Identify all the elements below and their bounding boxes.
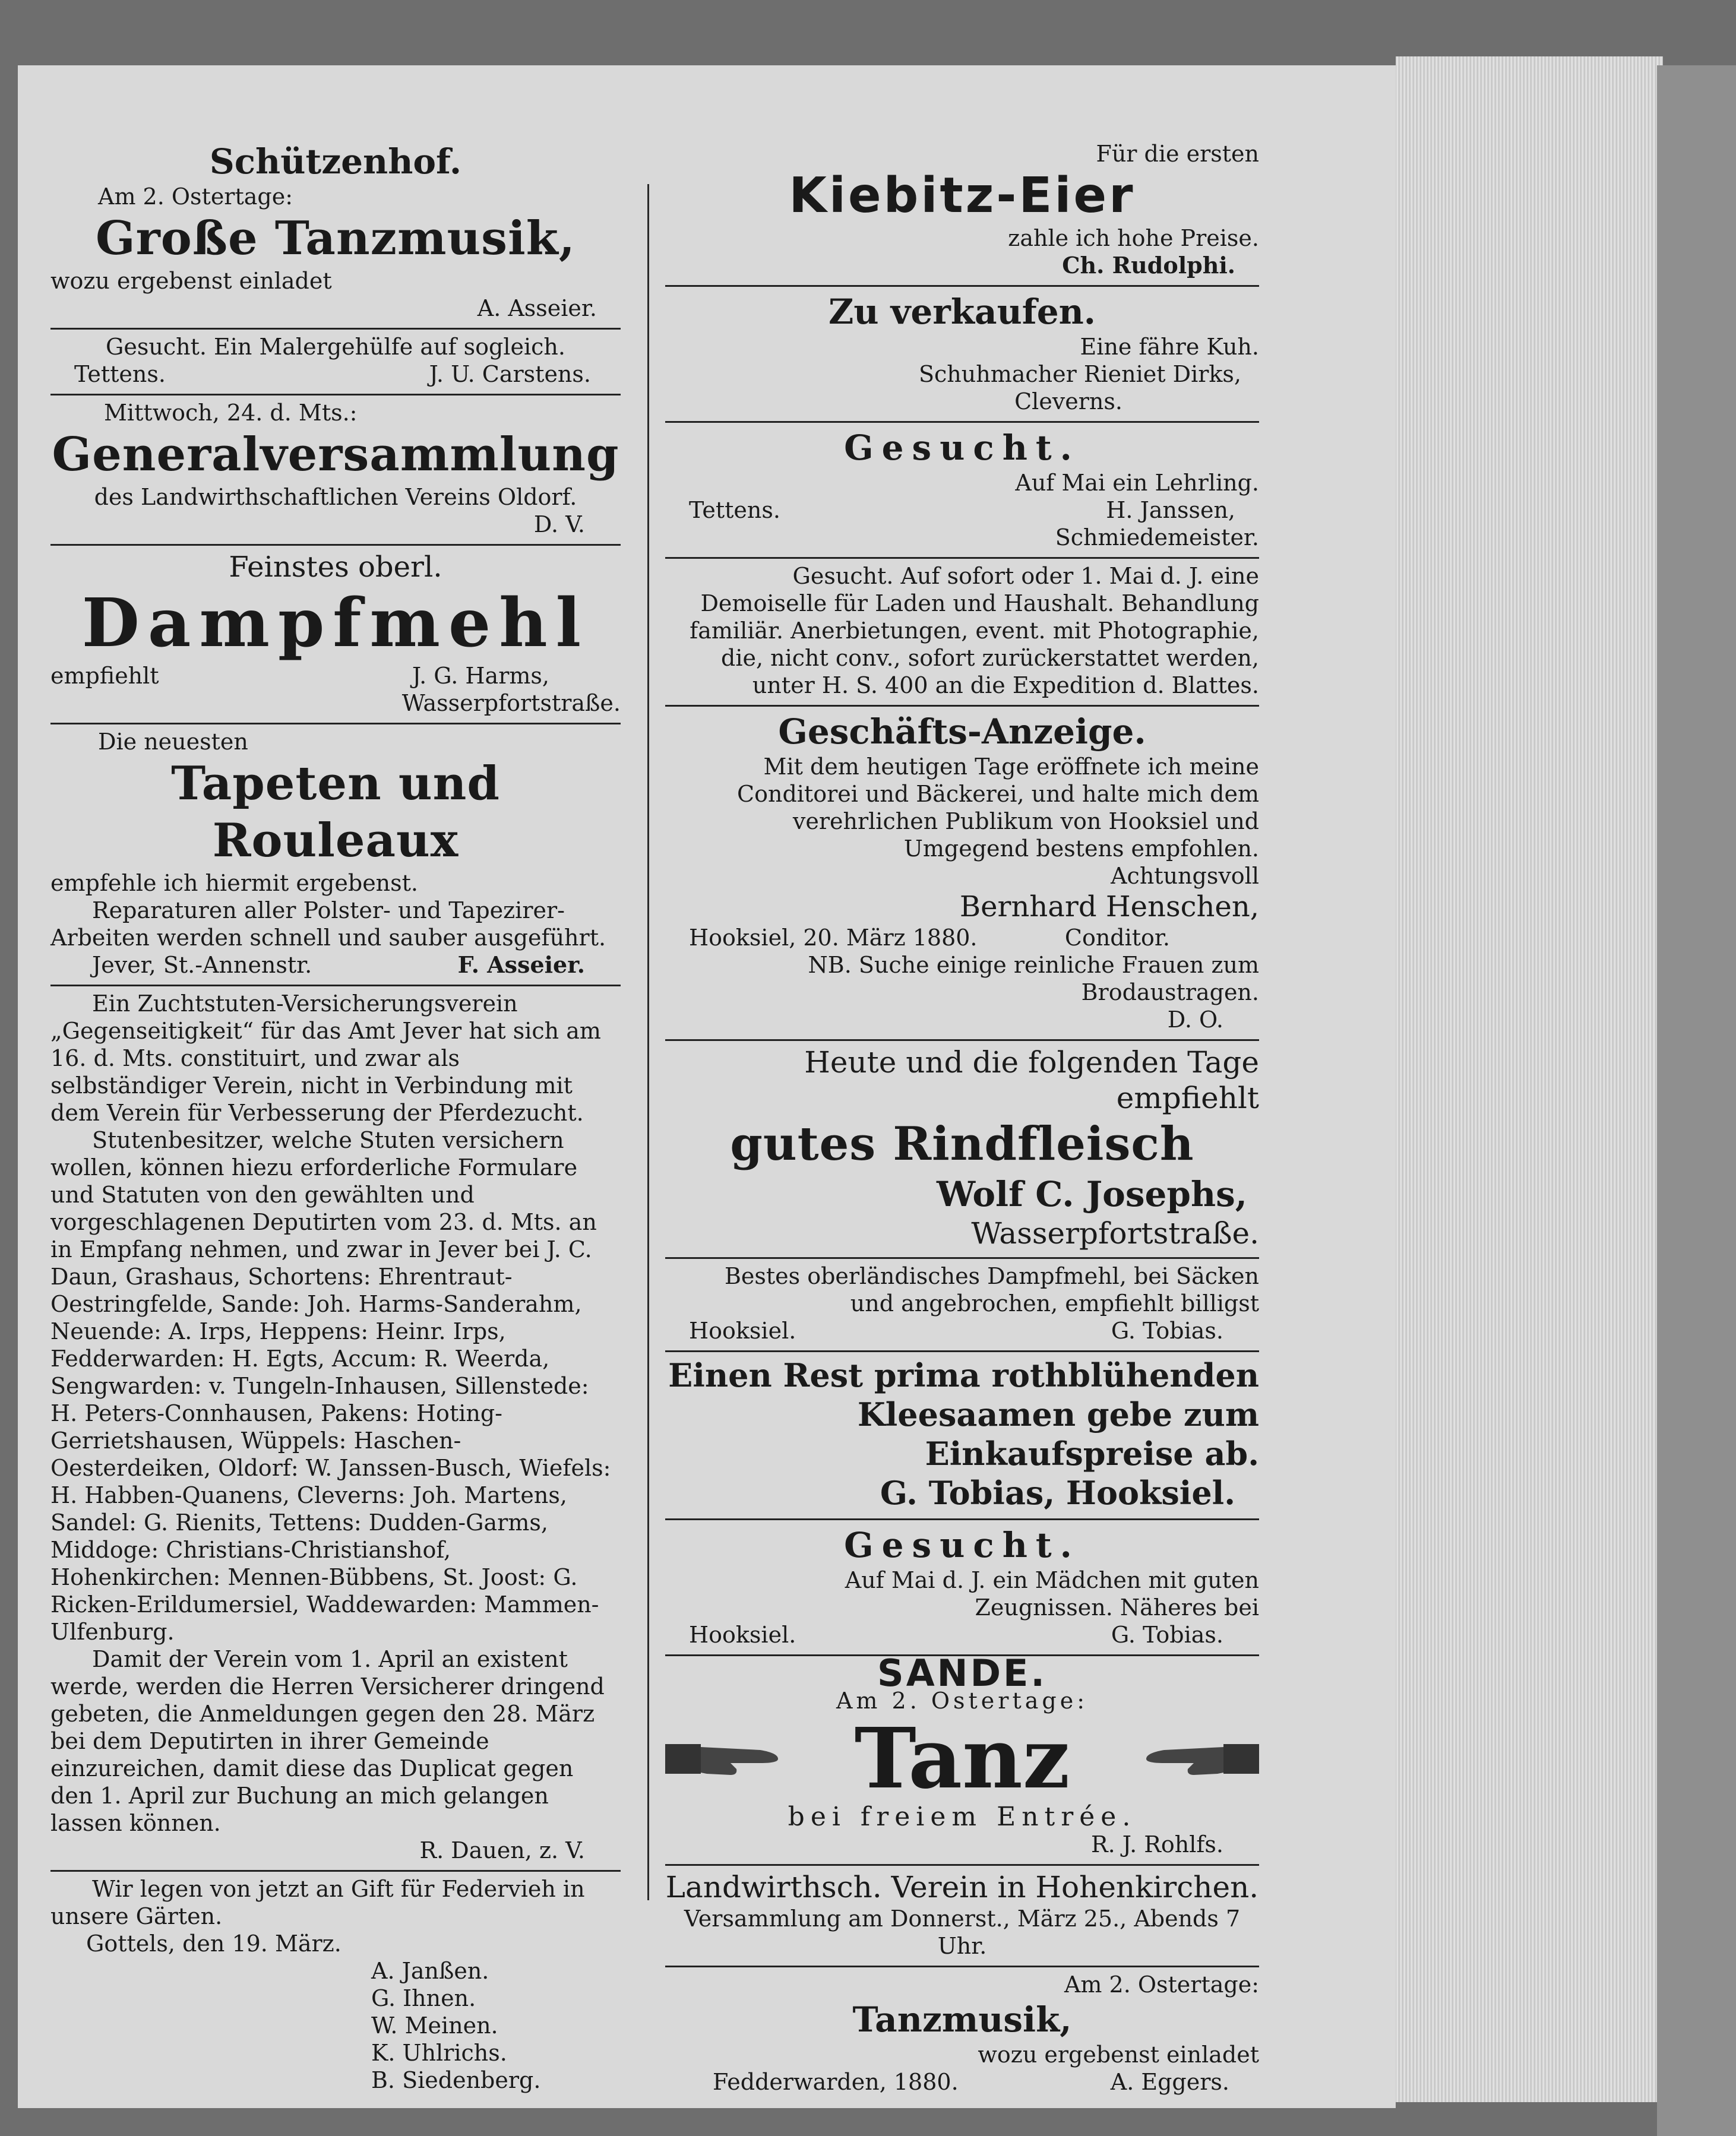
- ad-kiebitz: [665, 137, 1259, 287]
- ad-text: empfehle ich hiermit ergebenst.: [50, 870, 419, 896]
- ad-text: Heute und die folgenden Tage empfiehlt: [804, 1045, 1259, 1115]
- ad-tapeten: [50, 724, 621, 986]
- ad-regards: Achtungsvoll: [1111, 863, 1259, 889]
- ad-kleesaamen: [665, 1352, 1259, 1520]
- ad-subtitle: Für die ersten: [1096, 141, 1259, 167]
- signatory: G. Ihnen.: [371, 1985, 476, 2011]
- ad-text: Reparaturen aller Polster- und Tapezirer-Arbeiten werden schnell und sauber ausgeführt.: [50, 897, 606, 951]
- ad-subtitle: Feinstes oberl.: [229, 550, 442, 584]
- ad-eggers: [665, 1967, 1259, 2102]
- ad-headline: gutes Rindfleisch: [730, 1117, 1194, 1171]
- ad-headline: Tanz: [854, 1710, 1070, 1808]
- column-divider: [647, 184, 649, 1900]
- book-cover-edge: [1657, 65, 1736, 2136]
- ad-text: Auf Mai ein Lehrling.: [1015, 470, 1259, 496]
- ad-date: Am 2. Ostertage:: [98, 183, 293, 210]
- ad-headline: Tapeten und Rouleaux: [171, 757, 500, 868]
- ad-lehrling: [665, 423, 1259, 559]
- ad-text: Versammlung am Donnerst., März 25., Abends 7 Uhr.: [684, 1906, 1241, 1959]
- ad-sande: [665, 1651, 1259, 1866]
- ad-signature: Schuhmacher Rieniet Dirks,: [918, 361, 1241, 387]
- signatory: A. Janßen.: [371, 1958, 489, 1984]
- ad-text: Gesucht. Auf sofort oder 1. Mai d. J. eine Demoiselle für Laden und Haushalt. Behandlung familiär. Anerbietungen, event. mit Photographie, die, nicht conv., sofort zurückerstattet werden, unter H. S. 400 an die Expedition d. Blattes.: [690, 563, 1259, 698]
- ad-headline: Gesucht.: [844, 1525, 1080, 1565]
- ad-place-date: Fedderwarden, 1880.: [713, 2069, 959, 2095]
- right-column: [665, 137, 1259, 2102]
- ad-headline: Große Tanzmusik,: [96, 211, 575, 265]
- ad-schuetzenhof: [50, 137, 621, 330]
- left-column: [50, 137, 621, 2100]
- ad-place: Hooksiel.: [689, 1318, 796, 1344]
- ad-text: Einen Rest prima rothblühenden Kleesaamen gebe zum Einkaufspreise ab.: [668, 1356, 1259, 1473]
- ad-initials: D. O.: [1167, 1007, 1223, 1033]
- ad-headline: Geschäfts-Anzeige.: [778, 711, 1146, 752]
- ad-generalversammlung: [50, 395, 621, 546]
- ad-place: Tettens.: [689, 497, 780, 523]
- ad-place: Hooksiel.: [689, 1622, 796, 1648]
- ad-dampfmehl: [50, 546, 621, 724]
- ad-signature: A. Asseier.: [477, 295, 597, 321]
- ad-zuchtstuten: [50, 986, 621, 1872]
- ad-demoiselle: [665, 559, 1259, 707]
- ad-signature: Bernhard Henschen,: [959, 890, 1259, 923]
- ad-paragraph: Ein Zuchtstuten-Versicherungsverein „Gegenseitigkeit“ für das Amt Jever hat sich am 16. d. Mts. constituirt, und zwar als selbständiger Verein, nicht in Verbindung mit dem Verein für Verbesserung der Pferdezucht.: [50, 991, 601, 1126]
- ad-rindfleisch: [665, 1041, 1259, 1259]
- ad-text: des Landwirthschaftlichen Vereins Oldorf.: [94, 484, 577, 510]
- ad-text: Wir legen von jetzt an Gift für Federvieh in unsere Gärten.: [50, 1876, 585, 1929]
- ad-text: empfiehlt: [50, 663, 159, 689]
- ad-note: NB. Suche einige reinliche Frauen zum Brodaustragen.: [808, 952, 1259, 1005]
- ad-signature: R. Dauen, z. V.: [419, 1837, 585, 1863]
- ad-date: Am 2. Ostertage:: [1064, 1972, 1259, 1998]
- ad-hohenkirchen: [665, 1866, 1259, 1967]
- ad-text: wozu ergebenst einladet: [50, 268, 332, 294]
- ad-place: Jever, St.-Annenstr.: [92, 952, 312, 978]
- ad-signature: H. Janssen,: [1106, 497, 1235, 523]
- ad-signature: J. G. Harms,: [412, 663, 549, 689]
- ad-signature: A. Eggers.: [1110, 2069, 1229, 2095]
- ad-headline: Landwirthsch. Verein in Hohenkirchen.: [665, 1870, 1259, 1904]
- ad-signature: G. Tobias.: [1111, 1318, 1223, 1344]
- ad-street: Wasserpfortstraße.: [401, 690, 621, 716]
- ad-place-date: Hooksiel, 20. März 1880.: [689, 925, 978, 951]
- ad-gesucht-maedchen: [665, 1520, 1259, 1656]
- ad-signature: Ch. Rudolphi.: [1062, 252, 1235, 279]
- ad-text: Auf Mai d. J. ein Mädchen mit guten Zeugnissen. Näheres bei: [845, 1567, 1259, 1621]
- ad-trade: Schmiedemeister.: [1055, 524, 1259, 550]
- ad-headline: Zu verkaufen.: [828, 292, 1096, 332]
- ad-text: Bestes oberländisches Dampfmehl, bei Säcken und angebrochen, empfiehlt billigst: [724, 1263, 1259, 1317]
- ad-signature: Wolf C. Josephs,: [936, 1174, 1247, 1214]
- ad-trade: Conditor.: [1064, 925, 1170, 951]
- ad-text: Gesucht. Ein Malergehülfe auf sogleich.: [106, 334, 565, 360]
- ad-kuh: [665, 287, 1259, 423]
- ad-gesucht-maler: [50, 330, 621, 395]
- ad-signature: R. J. Rohlfs.: [1091, 1831, 1223, 1857]
- ad-geschaeft: [665, 707, 1259, 1041]
- ad-headline: Dampfmehl: [81, 584, 590, 662]
- ad-tobias-dampfmehl: [665, 1259, 1259, 1352]
- ad-title: Schützenhof.: [209, 141, 462, 182]
- ad-signature: D. V.: [533, 511, 585, 537]
- ad-street: Wasserpfortstraße.: [971, 1216, 1259, 1251]
- ad-signature: G. Tobias.: [1111, 1622, 1223, 1648]
- ad-headline: Generalversammlung: [52, 428, 619, 482]
- ad-signature: G. Tobias, Hooksiel.: [880, 1474, 1235, 1512]
- ad-gift: [50, 1872, 621, 2100]
- pointing-hand-left-icon: [1140, 1732, 1259, 1786]
- ad-place: Tettens.: [74, 361, 166, 387]
- pointing-hand-right-icon: [665, 1732, 784, 1786]
- ad-text: Mit dem heutigen Tage eröffnete ich meine Conditorei und Bäckerei, und halte mich dem verehrlichen Publikum von Hooksiel und Umgegend bestens empfohlen.: [737, 754, 1259, 862]
- ad-text: Eine fähre Kuh.: [1080, 334, 1259, 360]
- ad-text: wozu ergebenst einladet: [978, 2042, 1259, 2068]
- ad-headline: Kiebitz-Eier: [789, 167, 1136, 224]
- ad-paragraph: Damit der Verein vom 1. April an existent werde, werden die Herren Versicherer dringend gebeten, die Anmeldungen gegen den 28. März bei dem Deputirten in ihrer Gemeinde einzureichen, damit diese das Duplicat gegen den 1. April zur Buchung an mich gelangen lassen können.: [50, 1646, 605, 1836]
- ad-subtitle: Die neuesten: [98, 729, 248, 755]
- ad-place-date: Gottels, den 19. März.: [86, 1931, 341, 1957]
- ad-paragraph: Stutenbesitzer, welche Stuten versichern wollen, können hiezu erforderliche Formulare und Statuten von den gewählten und vorgeschlagenen Deputirten vom 23. d. Mts. an in Empfang nehmen, und zwar in Jever bei J. C. Daun, Grashaus, Schortens: Ehrentraut-Oestringfelde, Sande: Joh. Harms-Sanderahm, Neuende: A. Irps, Heppens: Heinr. Irps, Fedderwarden: H. Egts, Accum: R. Weerda, Sengwarden: v. Tungeln-Inhausen, Sillenstede: H. Peters-Connhausen, Pakens: Hoting-Gerrietshausen, Wüppels: Haschen-Oesterdeiken, Oldorf: W. Janssen-Busch, Wiefels: H. Habben-Quanens, Cleverns: Joh. Martens, Sandel: G. Rienits, Tettens: Dudden-Garms, Middoge: Christians-Christianshof, Hohenkirchen: Mennen-Bübbens, St. Joost: G. Ricken-Erildumersiel, Waddewarden: Mammen-Ulfenburg.: [50, 1127, 611, 1645]
- ad-signature: F. Asseier.: [457, 951, 585, 978]
- signatory: K. Uhlrichs.: [371, 2040, 507, 2066]
- signatory: W. Meinen.: [371, 2012, 498, 2039]
- ad-date: Am 2. Ostertage:: [836, 1688, 1088, 1714]
- ad-subtitle: bei freiem Entrée.: [788, 1802, 1137, 1832]
- signatory: B. Siedenberg.: [371, 2067, 541, 2093]
- ad-place-title: SANDE.: [877, 1651, 1047, 1695]
- ad-headline: Tanzmusik,: [852, 1999, 1072, 2040]
- ad-text: zahle ich hohe Preise.: [1008, 225, 1259, 251]
- ad-headline: Gesucht.: [844, 428, 1080, 468]
- book-page-edges: [1396, 56, 1663, 2102]
- ad-place: Cleverns.: [1014, 388, 1122, 414]
- ad-date: Mittwoch, 24. d. Mts.:: [104, 400, 358, 426]
- signatory-list: [50, 1957, 621, 2094]
- ad-signature: J. U. Carstens.: [429, 361, 591, 387]
